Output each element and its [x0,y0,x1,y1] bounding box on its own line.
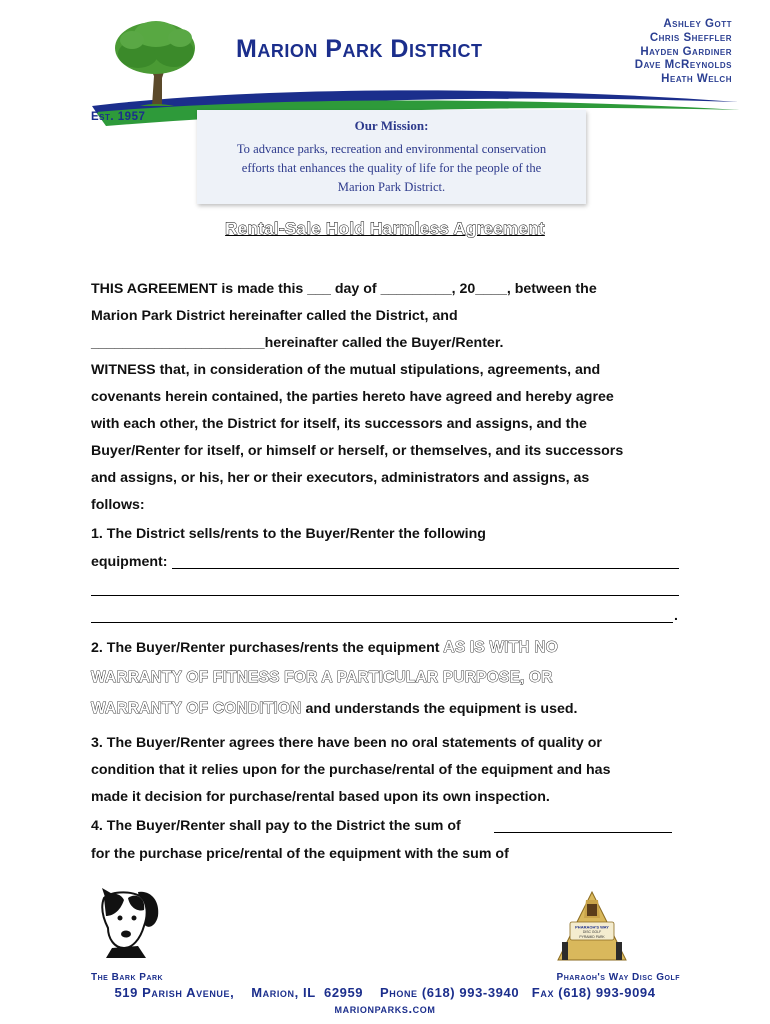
period-mark: . [674,608,678,624]
item-3-line: condition that it relies upon for the purchase/rental of the equipment and has [91,762,611,778]
bark-park-label: The Bark Park [91,972,164,983]
pyramid-text: PYRAMID PARK [579,935,605,939]
agreement-line: 1. The District sells/rents to the Buyer/Renter the following [91,526,486,542]
sum-blank-line[interactable] [494,832,672,833]
equipment-label: equipment: [91,554,168,570]
warranty-caps: WARRANTY OF CONDITION [91,700,302,717]
board-member: Chris Sheffler [649,31,732,44]
agreement-line: Buyer/Renter for itself, or himself or herself, or themselves, and its successors [91,443,624,459]
pyramid-text: PHARAOH'S WAY [575,924,609,930]
equipment-blank-line[interactable] [91,595,679,596]
equipment-blank-line[interactable] [91,622,673,623]
agreement-line: with each other, the District for itself, its successors and assigns, and the [91,416,587,432]
mission-line: Marion Park District. [337,180,446,194]
agreement-title: Rental-Sale Hold Harmless Agreement [225,219,545,238]
mission-statement [211,140,572,197]
footer-website-link[interactable]: marionparks.com [334,1001,436,1016]
district-title: Marion Park District [236,35,483,63]
footer-address: 519 Parish Avenue, Marion, IL 62959 Phone (618) 993-3940 Fax (618) 993-9094 [114,985,656,1000]
dog-icon [98,886,162,960]
board-member: Dave McReynolds [634,59,732,72]
item-4-line: for the purchase price/rental of the equipment with the sum of [91,846,509,862]
pharaohs-way-logo-icon [556,890,628,964]
warranty-caps: WARRANTY OF FITNESS FOR A PARTICULAR PURPOSE, OR [91,669,553,686]
mission-line: efforts that enhances the quality of life for the people of the [241,161,542,175]
item-3-line: made it decision for purchase/rental based upon its own inspection. [91,789,550,805]
item-4-line: 4. The Buyer/Renter shall pay to the District the sum of [91,818,461,834]
item-2-tail: and understands the equipment is used. [301,701,578,717]
mission-heading: Our Mission: [354,118,429,133]
agreement-line: covenants herein contained, the parties hereto have agreed and hereby agree [91,389,614,405]
tree-logo-icon [110,18,200,110]
agreement-line: THIS AGREEMENT is made this ___ day of _________, 20____, between the [91,281,597,297]
board-members-list [635,18,732,87]
mission-box [197,110,586,204]
item-2-line [91,700,578,718]
agreement-line: ______________________hereinafter called the Buyer/Renter. [91,335,504,351]
agreement-line: and assigns, or his, her or their executors, administrators and assigns, as [91,470,590,486]
mission-line: To advance parks, recreation and environmental conservation [236,142,547,156]
agreement-line: WITNESS that, in consideration of the mutual stipulations, agreements, and [91,362,601,378]
agreement-line: Marion Park District hereinafter called the District, and [91,308,458,324]
warranty-caps: AS IS WITH NO [443,639,558,656]
item-2-lead: 2. The Buyer/Renter purchases/rents the equipment [91,640,444,656]
equipment-blank-line[interactable] [172,568,679,569]
board-member: Ashley Gott [663,18,732,30]
board-member: Heath Welch [661,73,732,86]
pyramid-text: DISC GOLF [582,930,602,934]
disc-golf-label: Pharaoh's Way Disc Golf [556,972,680,983]
board-member: Hayden Gardiner [640,45,732,58]
established-label: Est. 1957 [91,111,146,123]
agreement-line: follows: [91,497,145,513]
item-2-line [91,639,558,657]
item-3-line: 3. The Buyer/Renter agrees there have been no oral statements of quality or [91,735,602,751]
